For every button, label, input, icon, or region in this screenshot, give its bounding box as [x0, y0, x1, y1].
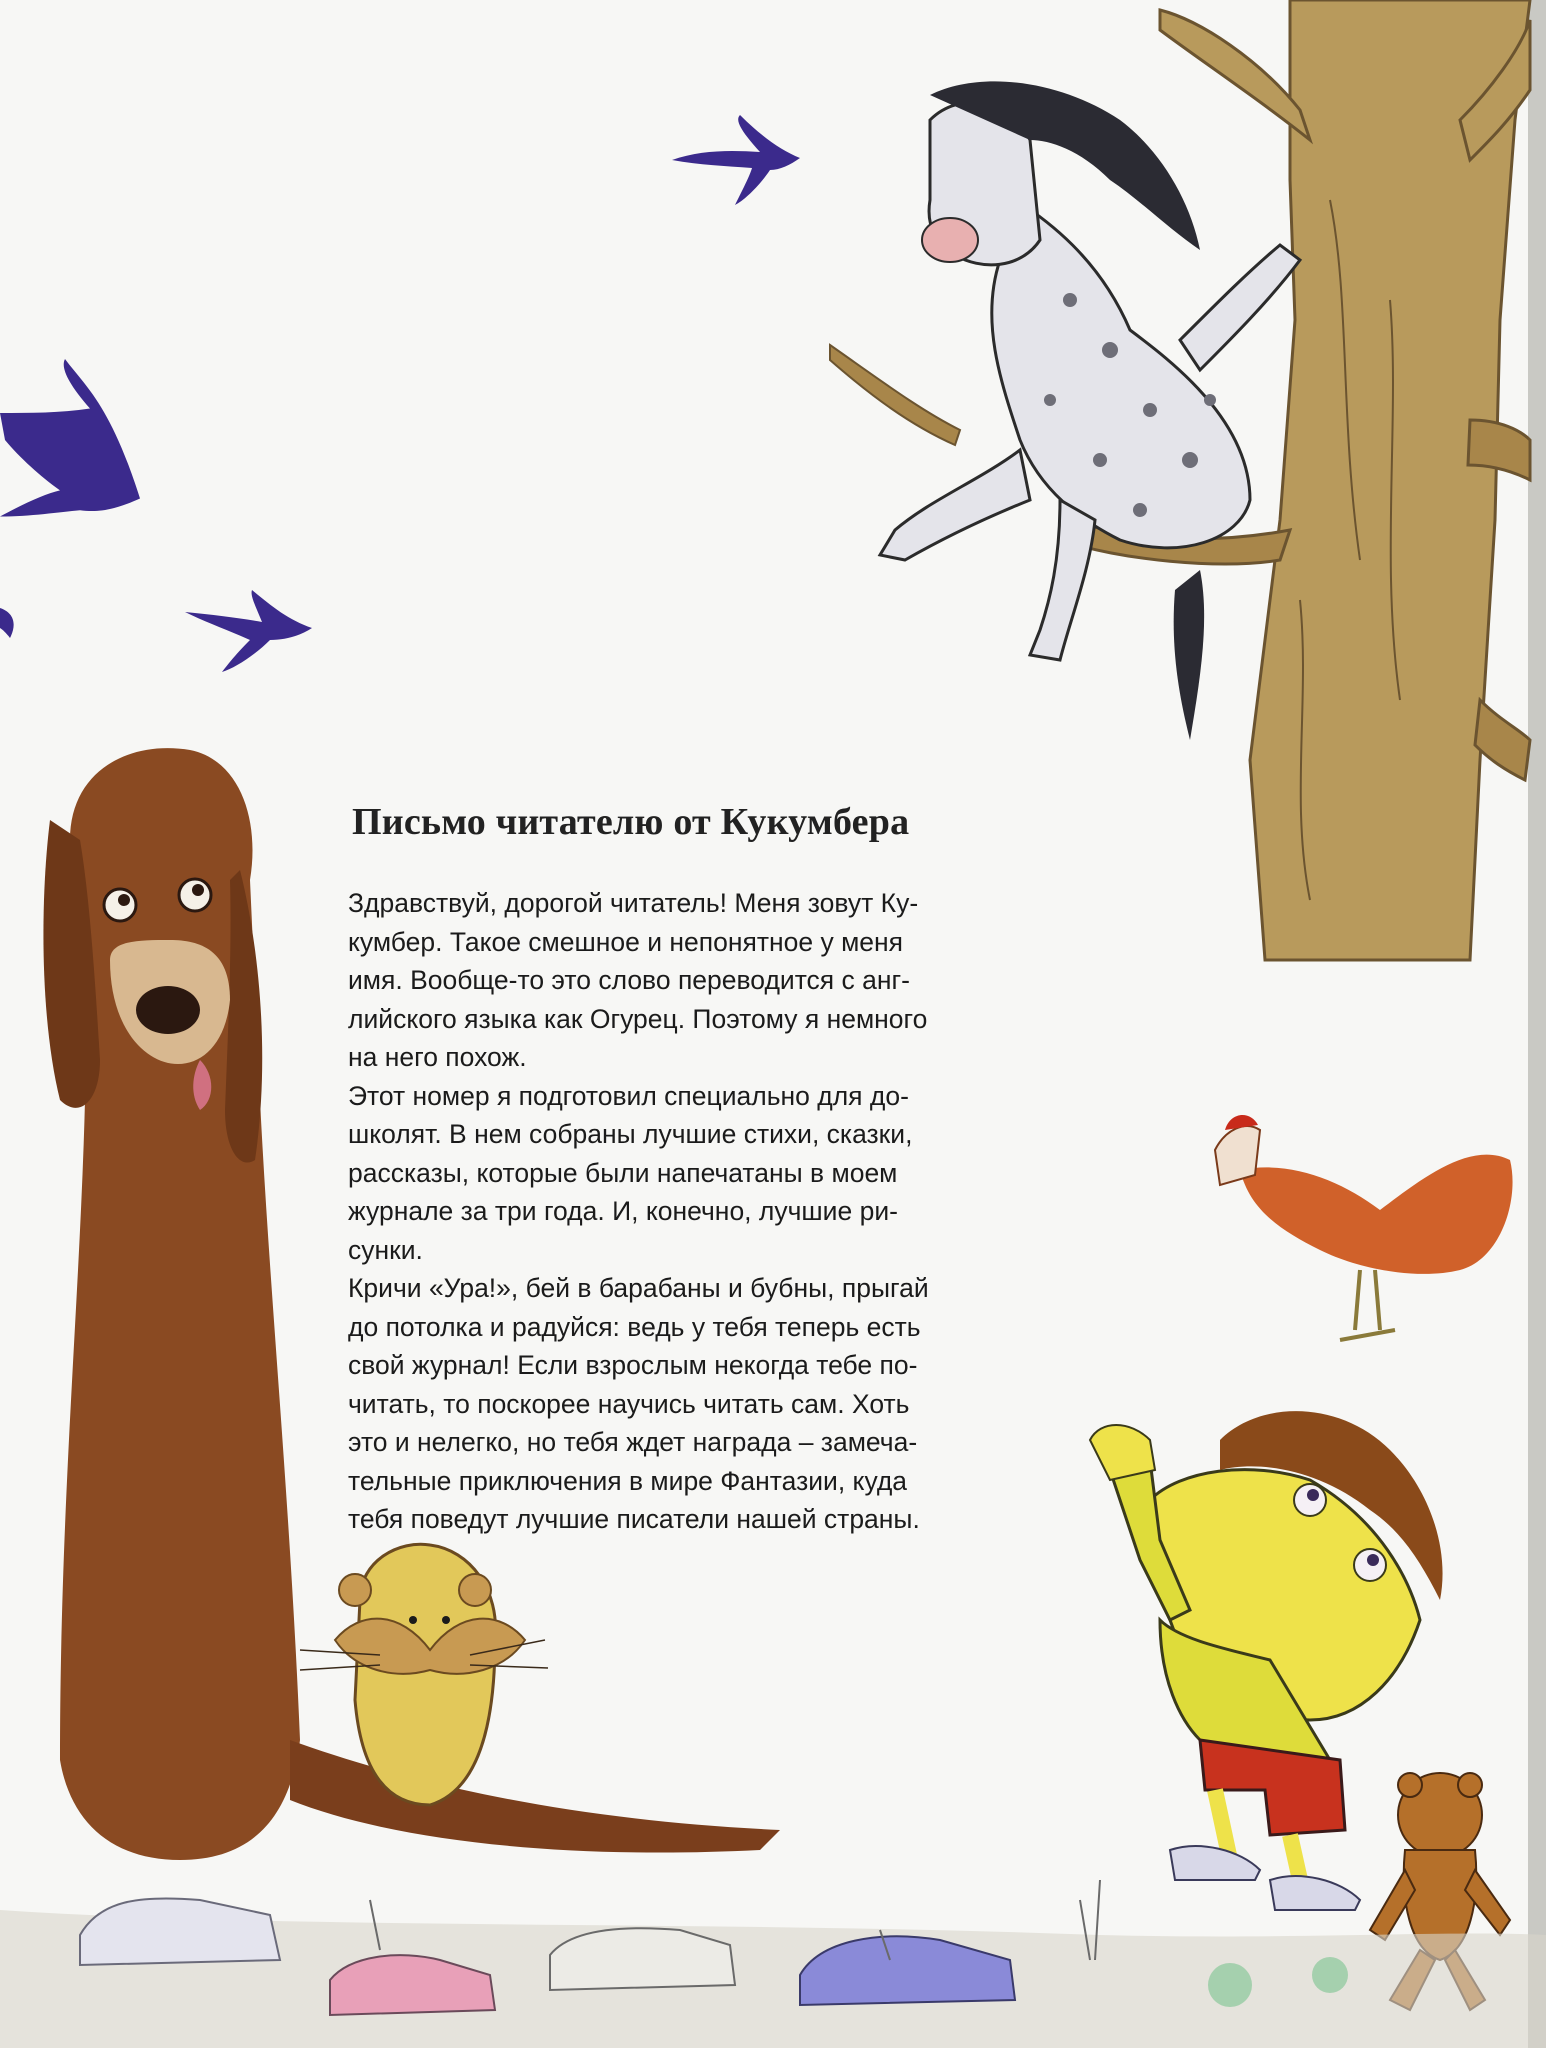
swallow-top-icon	[672, 115, 800, 205]
swallow-mid-icon	[185, 590, 312, 672]
letter-block	[348, 800, 1060, 1539]
rooster-illustration	[1215, 1115, 1513, 1340]
swallow-left-icon	[0, 359, 140, 638]
letter-paragraph-1: Здравствуй, дорогой читатель! Меня зовут Ку- кумбер. Такое смешное и непонятное у меня имя. Вообще-то это слово переводится с анг- лийского языка как Огурец. Поэтому я немного на него похож.	[348, 888, 928, 1072]
page-edge-shadow	[1528, 0, 1546, 2048]
horse-illustration	[880, 81, 1300, 740]
letter-paragraph-3: Кричи «Ура!», бей в барабаны и бубны, прыгай до потолка и радуйся: ведь у тебя теперь есть свой журнал! Если взрослым некогда тебе по- читать, то поскорее научись читать сам. Хоть это и нелегко, но тебя ждет награда – замеча- тельные приключения в мире Фантазии, куда тебя поведут лучшие писатели нашей страны.	[348, 1273, 929, 1534]
letter-title: Письмо читателю от Кукумбера	[352, 801, 910, 843]
kid-illustration	[1090, 1411, 1443, 1910]
letter-paragraph-2: Этот номер я подготовил специально для до- школят. В нем собраны лучшие стихи, сказки, рассказы, которые были напечатаны в моем журнале за три года. И, конечно, лучшие ри- сунки.	[348, 1080, 913, 1265]
